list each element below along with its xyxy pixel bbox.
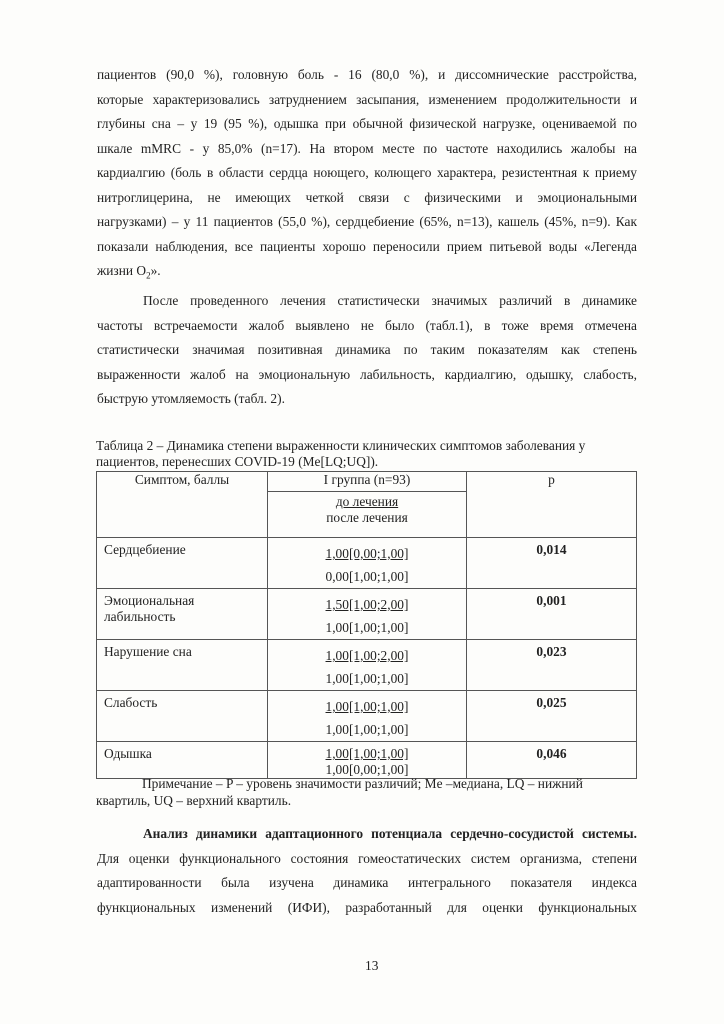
value-after: 1,00[1,00;1,00] — [325, 671, 409, 686]
symptoms-table — [96, 471, 637, 779]
text-line: показали наблюдения, все пациенты хорошо переносили прием питьевой воды «Легенда — [97, 238, 637, 254]
header-group: I группа (n=93) — [268, 472, 467, 492]
value-before: 1,00[1,00;2,00] — [325, 648, 409, 663]
text-line: нитроглицерина, не имеющих четкой связи с физическими и эмоциональными — [97, 189, 637, 205]
table-note — [96, 775, 641, 809]
text-line: функциональных изменений (ИФИ), разработанный для оценки функциональных — [97, 899, 637, 915]
cell-values — [268, 691, 467, 742]
table-row — [97, 640, 637, 691]
cell-values — [268, 538, 467, 589]
note-line: Примечание – P – уровень значимости различий; Me –медиана, LQ – нижний — [142, 776, 583, 791]
cell-p: 0,014 — [467, 538, 637, 589]
text-line: нагрузками) – у 11 пациентов (55,0 %), сердцебиение (65%, n=13), кашель (45%, n=9). Как — [97, 214, 637, 229]
header-after: после лечения — [326, 510, 408, 525]
header-symptom: Симптом, баллы — [97, 472, 268, 538]
text-line: частоты встречаемости жалоб выявлено не было (табл.1), в тоже время отмечена — [97, 317, 637, 333]
header-before: до лечения — [335, 494, 399, 509]
value-before: 1,00[1,00;1,00] — [325, 699, 409, 714]
cell-symptom: Нарушение сна — [97, 640, 268, 691]
cell-p: 0,001 — [467, 589, 637, 640]
text-line: шкале mMRC - у 85,0% (n=17). На втором месте по частоте находились жалобы на — [97, 140, 637, 156]
text-line: адаптированности была изучена динамика интегрального показателя индекса — [97, 875, 637, 890]
value-after: 1,00[0,00;1,00] — [325, 762, 409, 777]
text-line: пациентов (90,0 %), головную боль - 16 (80,0 %), и диссомнические расстройства, — [97, 67, 637, 82]
paragraph-results — [97, 289, 637, 412]
table-row — [97, 538, 637, 589]
cell-p: 0,023 — [467, 640, 637, 691]
section-heading: Анализ динамики адаптационного потенциала сердечно-сосудистой системы. — [143, 826, 637, 841]
note-line: квартиль, UQ – верхний квартиль. — [96, 793, 292, 808]
cell-values — [268, 742, 467, 779]
table-row — [97, 742, 637, 779]
header-p: p — [467, 472, 637, 538]
text-line: жизни $O_2$». — [97, 263, 161, 281]
table-row — [97, 691, 637, 742]
page-number: 13 — [365, 958, 379, 973]
text-line: Для оценки функционального состояния гомеостатических систем организма, степени — [97, 850, 637, 866]
text-line: статистически значимая позитивная динамика по таким показателям как степень — [97, 342, 637, 357]
cell-values — [268, 640, 467, 691]
cell-symptom: Одышка — [97, 742, 268, 779]
caption-line: Таблица 2 – Динамика степени выраженности клинических симптомов заболевания у — [96, 438, 586, 453]
cell-p: 0,025 — [467, 691, 637, 742]
value-after: 1,00[1,00;1,00] — [325, 620, 409, 635]
cell-symptom: Сердцебиение — [97, 538, 268, 589]
table-row — [97, 589, 637, 640]
cell-symptom: Эмоциональная лабильность — [97, 589, 268, 640]
header-before-after — [268, 492, 467, 538]
text-line: которые характеризовались затруднением засыпания, изменением продолжительности и — [97, 91, 637, 107]
text-line: После проведенного лечения статистически значимых различий в динамике — [143, 293, 637, 308]
text-line: глубины сна – у 19 (95 %), одышка при обычной физической нагрузке, оцениваемой по — [97, 116, 637, 131]
cell-symptom: Слабость — [97, 691, 268, 742]
caption-line: пациентов, перенесших COVID-19 (Me[LQ;UQ]). — [96, 454, 379, 469]
cell-p: 0,046 — [467, 742, 637, 779]
text-line: быструю утомляемость (табл. 2). — [97, 391, 285, 406]
text-line: выраженности жалоб на эмоциональную лабильность, кардиалгию, одышку, слабость, — [97, 366, 637, 382]
paragraph-complaints — [97, 63, 637, 288]
value-after: 0,00[1,00;1,00] — [325, 569, 409, 584]
value-before: 1,00[0,00;1,00] — [325, 546, 409, 561]
value-after: 1,00[1,00;1,00] — [325, 722, 409, 737]
section-adaptation — [97, 822, 637, 920]
value-before: 1,50[1,00;2,00] — [325, 597, 409, 612]
table-caption — [96, 438, 641, 470]
value-before: 1,00[1,00;1,00] — [325, 746, 409, 761]
text-line: кардиалгию (боль в области сердца ноющего, колющего характера, резистентная к приему — [97, 165, 637, 180]
cell-values — [268, 589, 467, 640]
